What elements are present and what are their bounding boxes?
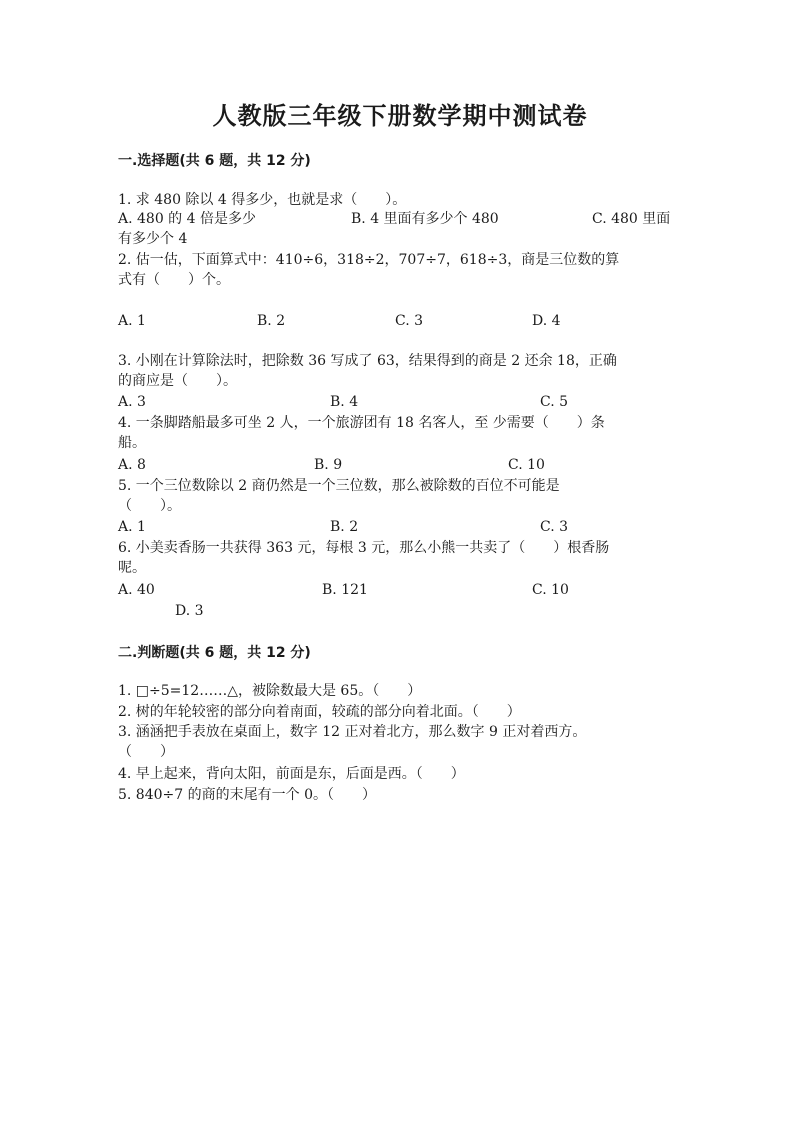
exam-title: 人教版三年级下册数学期中测试卷 (212, 102, 588, 130)
judgment-5-text: 5. 840÷7 的商的末尾有一个 0。（ ） (118, 787, 376, 803)
question-4-option-b: B. 9 (314, 457, 343, 473)
question-5-text-continued: （ ）。 (118, 498, 181, 514)
question-6-option-a: A. 40 (118, 582, 155, 598)
question-1-option-c-continued: 有多少个 4 (118, 231, 188, 247)
judgment-2-text: 2. 树的年轮较密的部分向着南面，较疏的部分向着北面。（ ） (118, 704, 521, 720)
question-5-option-c: C. 3 (540, 519, 569, 535)
question-5-option-b: B. 2 (330, 519, 359, 535)
section-heading-true-false: 二.判断题(共 6 题，共 12 分) (118, 645, 311, 661)
question-2-option-d: D. 4 (532, 313, 561, 329)
judgment-3-text: 3. 涵涵把手表放在桌面上，数字 12 正对着北方，那么数字 9 正对着西方。 (118, 724, 587, 740)
question-2-text: 2. 估一估，下面算式中：410÷6，318÷2，707÷7，618÷3，商是三位数的算 (118, 252, 620, 268)
question-1-text: 1. 求 480 除以 4 得多少，也就是求（ ）。 (118, 192, 407, 208)
question-4-option-c: C. 10 (508, 457, 545, 473)
question-3-text-continued: 的商应是（ ）。 (118, 373, 237, 389)
question-1-option-a: A. 480 的 4 倍是多少 (118, 211, 256, 227)
question-2-option-a: A. 1 (118, 313, 146, 329)
question-6-text-continued: 呢。 (118, 560, 146, 576)
question-3-option-b: B. 4 (330, 394, 359, 410)
question-1-option-b: B. 4 里面有多少个 480 (351, 211, 499, 227)
question-3-option-a: A. 3 (118, 394, 146, 410)
question-5-text: 5. 一个三位数除以 2 商仍然是一个三位数，那么被除数的百位不可能是 (118, 478, 560, 494)
question-5-option-a: A. 1 (118, 519, 146, 535)
question-4-text-continued: 船。 (118, 435, 146, 451)
section-heading-multiple-choice: 一.选择题(共 6 题，共 12 分) (118, 153, 311, 169)
question-6-option-d: D. 3 (175, 603, 204, 619)
judgment-3-text-continued: （ ） (118, 744, 174, 760)
question-4-option-a: A. 8 (118, 457, 146, 473)
judgment-1-text: 1. □÷5=12……△，被除数最大是 65。（ ） (118, 683, 422, 699)
question-3-text: 3. 小刚在计算除法时，把除数 36 写成了 63，结果得到的商是 2 还余 18，正确 (118, 353, 617, 369)
judgment-4-text: 4. 早上起来，背向太阳，前面是东，后面是西。（ ） (118, 766, 465, 782)
question-4-text: 4. 一条脚踏船最多可坐 2 人，一个旅游团有 18 名客人，至 少需要（ ）条 (118, 415, 605, 431)
question-1-option-c: C. 480 里面 (592, 211, 671, 227)
question-3-option-c: C. 5 (540, 394, 569, 410)
question-6-text: 6. 小美卖香肠一共获得 363 元，每根 3 元，那么小熊一共卖了（ ）根香肠 (118, 540, 610, 556)
question-2-option-b: B. 2 (257, 313, 286, 329)
question-2-option-c: C. 3 (395, 313, 424, 329)
question-6-option-b: B. 121 (322, 582, 368, 598)
question-6-option-c: C. 10 (532, 582, 569, 598)
question-2-text-continued: 式有（ ）个。 (118, 272, 230, 288)
